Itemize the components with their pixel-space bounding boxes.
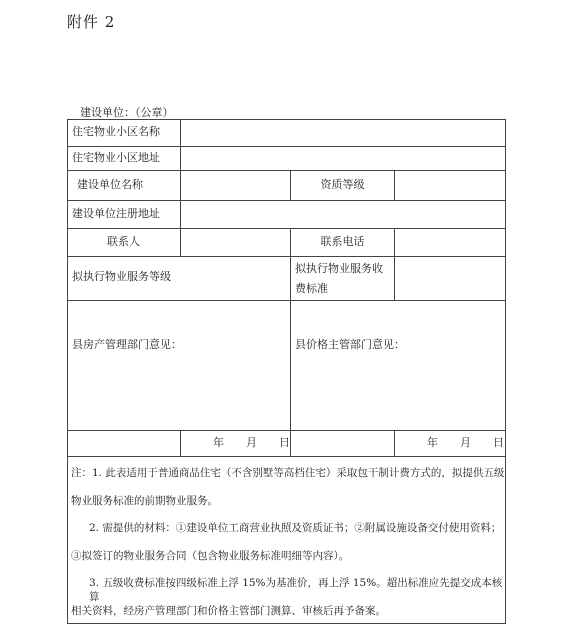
registered-address-field[interactable] <box>181 201 505 228</box>
community-name-label: 住宅物业小区名称 <box>72 125 160 138</box>
builder-seal-line: 建设单位：（公章） <box>80 106 174 119</box>
row-divider <box>67 430 506 431</box>
note-line-4: ③拟签订的物业服务合同（包含物业服务标准明细等内容）。 <box>71 550 350 562</box>
table-border-right <box>505 119 506 624</box>
note-line-1: 注：1. 此表适用于普通商品住宅（不含别墅等高档住宅）采取包干制计费方式的，拟提供五级 <box>71 467 505 479</box>
table-border-bottom <box>67 623 506 624</box>
row-divider <box>67 300 506 301</box>
housing-dept-opinion: 县房产管理部门意见： <box>72 338 182 351</box>
service-level-field[interactable] <box>181 257 290 300</box>
column-divider <box>290 228 291 456</box>
qualification-level-label: 资质等级 <box>320 178 365 191</box>
builder-name-label: 建设单位名称 <box>77 178 143 191</box>
qualification-level-field[interactable] <box>395 171 505 200</box>
note-line-6: 相关资料，经房产管理部门和价格主管部门测算、审核后再予备案。 <box>71 605 386 617</box>
column-divider <box>180 430 181 456</box>
table-border-left <box>67 119 68 624</box>
attachment-label: 附件 2 <box>67 13 116 31</box>
registration-form-table <box>67 119 506 624</box>
note-line-3: 2. 需提供的材料：①建设单位工商营业执照及资质证书；②附属设施设备交付使用资料； <box>89 522 502 534</box>
row-divider <box>67 456 506 457</box>
fee-standard-label-line1: 拟执行物业服务收 <box>295 262 383 275</box>
note-line-2: 物业服务标准的前期物业服务。 <box>71 495 218 507</box>
price-dept-date: 年 月 日 <box>427 436 504 449</box>
fee-standard-label-line2: 费标准 <box>295 282 328 295</box>
fee-standard-field[interactable] <box>395 257 505 300</box>
price-dept-opinion: 县价格主管部门意见： <box>295 338 405 351</box>
contact-person-label: 联系人 <box>107 235 140 248</box>
registered-address-label: 建设单位注册地址 <box>72 207 160 220</box>
builder-name-field[interactable] <box>181 171 290 200</box>
note-line-5: 3. 五级收费标准按四级标准上浮 15%为基准价，再上浮 15%。超出标准应先提交成本核算 <box>89 577 503 603</box>
community-address-field[interactable] <box>181 147 505 170</box>
contact-person-field[interactable] <box>181 229 290 256</box>
community-address-label: 住宅物业小区地址 <box>72 151 160 164</box>
housing-dept-date: 年 月 日 <box>213 436 290 449</box>
contact-phone-label: 联系电话 <box>320 235 365 248</box>
service-level-label: 拟执行物业服务等级 <box>72 270 171 283</box>
community-name-field[interactable] <box>181 120 505 146</box>
contact-phone-field[interactable] <box>395 229 505 256</box>
column-divider <box>394 430 395 456</box>
